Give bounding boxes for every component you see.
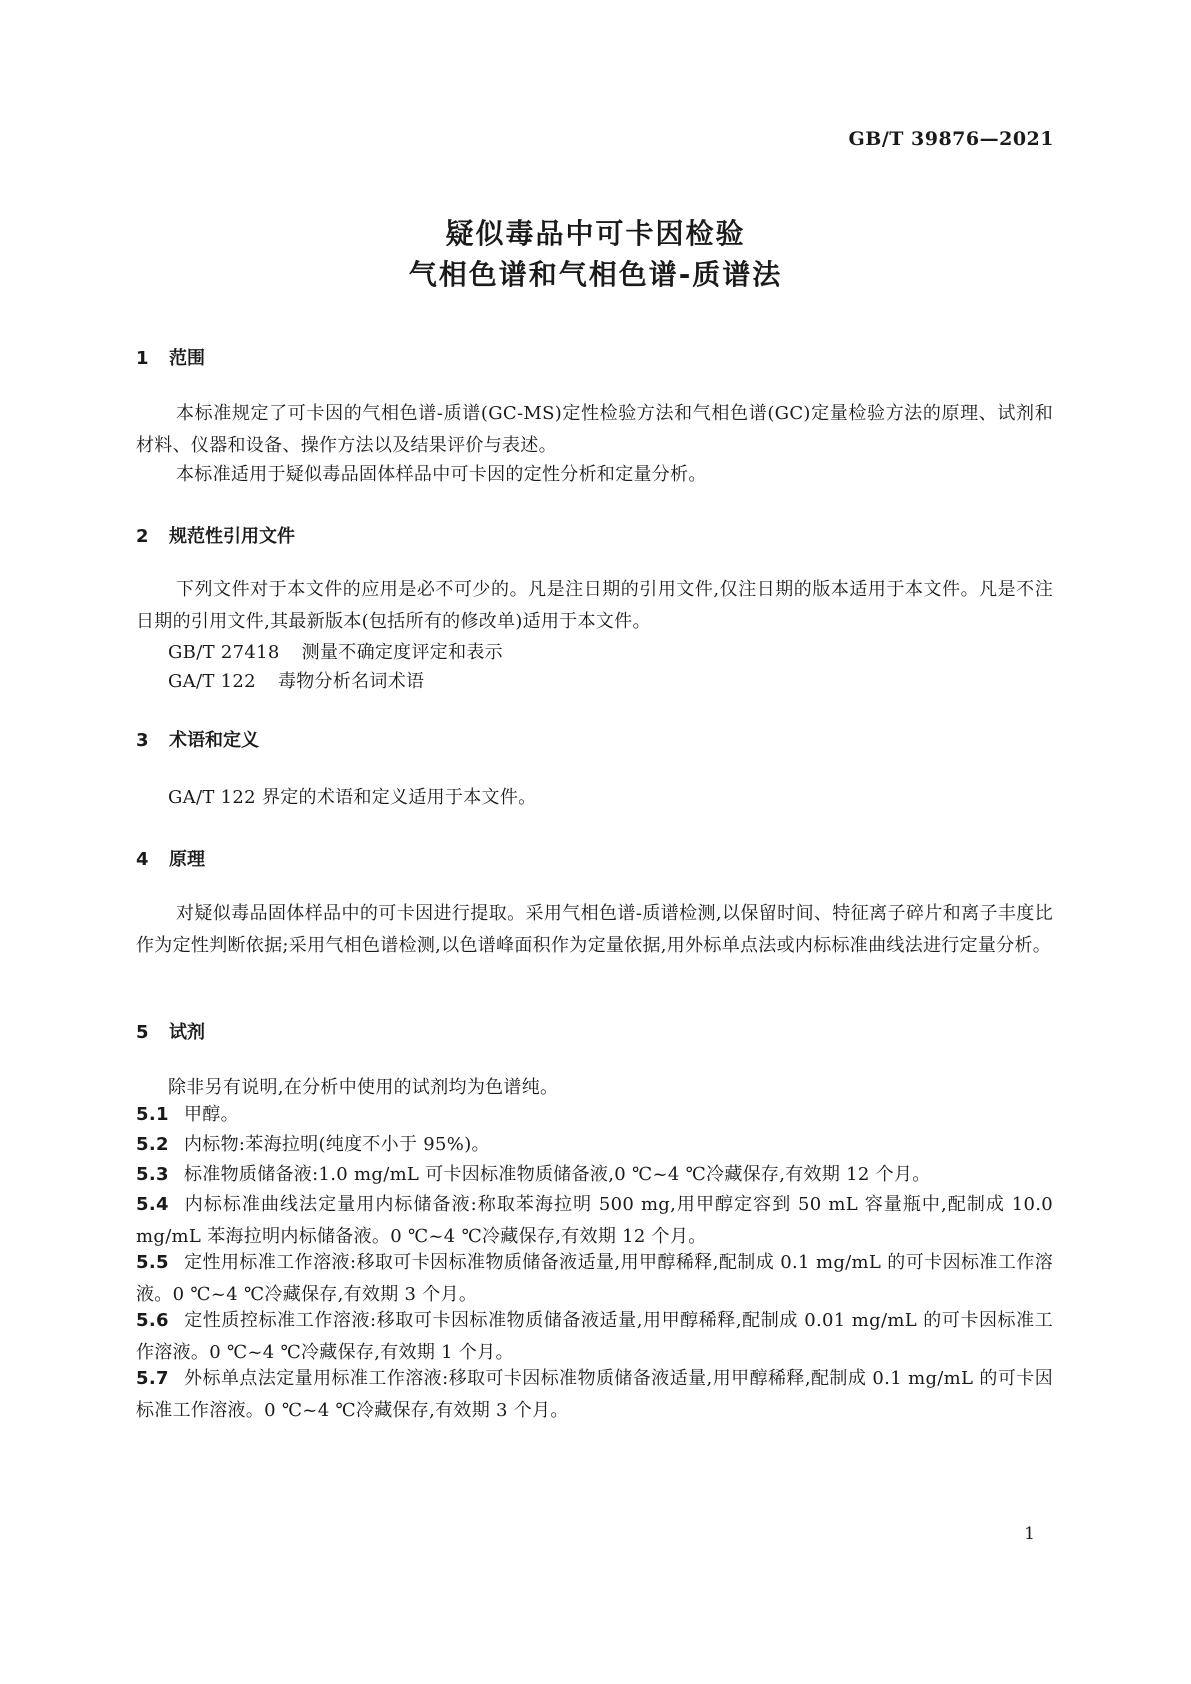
section-title: 术语和定义 (169, 730, 259, 751)
section-title: 试剂 (169, 1022, 205, 1043)
section-2-paragraph-1: 下列文件对于本文件的应用是必不可少的。凡是注日期的引用文件,仅注日期的版本适用于本文件。凡是不注日期的引用文件,其最新版本(包括所有的修改单)适用于本文件。 (136, 579, 1053, 632)
section-title: 原理 (169, 849, 205, 870)
clause-text: 甲醇。 (184, 1104, 239, 1125)
section-5-heading (136, 1018, 205, 1044)
clause-5-4 (136, 1189, 1053, 1253)
clause-text: 定性用标准工作溶液:移取可卡因标准物质储备液适量,用甲醇稀释,配制成 0.1 mg/mL 的可卡因标准工作溶液。0 ℃~4 ℃冷藏保存,有效期 3 个月。 (136, 1252, 1053, 1305)
clause-text: 定性质控标准工作溶液:移取可卡因标准物质储备液适量,用甲醇稀释,配制成 0.01 mg/mL 的可卡因标准工作溶液。0 ℃~4 ℃冷藏保存,有效期 1 个月。 (136, 1310, 1053, 1363)
document-title-line-1: 疑似毒品中可卡因检验 (445, 217, 746, 250)
clause-number: 5.4 (136, 1194, 169, 1215)
clause-number: 5.1 (136, 1104, 169, 1125)
section-1-heading (136, 344, 205, 370)
section-number: 5 (136, 1022, 149, 1043)
clause-number: 5.3 (136, 1164, 169, 1185)
section-title: 规范性引用文件 (169, 526, 295, 547)
clause-5-1 (136, 1099, 1053, 1131)
section-2-heading (136, 522, 295, 548)
clause-5-6 (136, 1305, 1053, 1369)
reference-title: 测量不确定度评定和表示 (301, 642, 503, 663)
section-number: 3 (136, 730, 149, 751)
clause-5-3 (136, 1159, 1053, 1191)
clause-text: 标准物质储备液:1.0 mg/mL 可卡因标准物质储备液,0 ℃~4 ℃冷藏保存,有效期 12 个月。 (184, 1164, 931, 1185)
document-title-line-2: 气相色谱和气相色谱-质谱法 (408, 258, 783, 291)
section-1-paragraph-1: 本标准规定了可卡因的气相色谱-质谱(GC-MS)定性检验方法和气相色谱(GC)定量检验方法的原理、试剂和材料、仪器和设备、操作方法以及结果评价与表述。 (136, 403, 1053, 456)
normative-reference (168, 667, 424, 693)
section-3-heading (136, 726, 259, 752)
section-5-intro: 除非另有说明,在分析中使用的试剂均为色谱纯。 (168, 1077, 559, 1098)
section-number: 4 (136, 849, 149, 870)
clause-text: 内标物:苯海拉明(纯度不小于 95%)。 (184, 1134, 490, 1155)
section-title: 范围 (169, 348, 205, 369)
section-3-paragraph-1: GA/T 122 界定的术语和定义适用于本文件。 (168, 787, 537, 808)
clause-5-2 (136, 1129, 1053, 1161)
clause-number: 5.5 (136, 1252, 169, 1273)
reference-title: 毒物分析名词术语 (277, 671, 425, 692)
clause-number: 5.2 (136, 1134, 169, 1155)
reference-code: GB/T 27418 (168, 642, 280, 663)
clause-5-7 (136, 1363, 1053, 1427)
section-4-heading (136, 845, 205, 871)
standard-code: GB/T 39876—2021 (848, 128, 1054, 150)
clause-number: 5.6 (136, 1310, 169, 1331)
normative-reference (168, 638, 503, 664)
clause-number: 5.7 (136, 1368, 169, 1389)
section-1-paragraph-2: 本标准适用于疑似毒品固体样品中可卡因的定性分析和定量分析。 (176, 464, 707, 485)
section-number: 1 (136, 348, 149, 369)
clause-text: 外标单点法定量用标准工作溶液:移取可卡因标准物质储备液适量,用甲醇稀释,配制成 0.1 mg/mL 的可卡因标准工作溶液。0 ℃~4 ℃冷藏保存,有效期 3 个月。 (136, 1368, 1053, 1421)
clause-5-5 (136, 1247, 1053, 1311)
page-number: 1 (1024, 1524, 1035, 1544)
section-number: 2 (136, 526, 149, 547)
section-4-paragraph-1: 对疑似毒品固体样品中的可卡因进行提取。采用气相色谱-质谱检测,以保留时间、特征离子碎片和离子丰度比作为定性判断依据;采用气相色谱检测,以色谱峰面积作为定量依据,用外标单点法或内标标准曲线法进行定量分析。 (136, 903, 1053, 956)
reference-code: GA/T 122 (168, 671, 256, 692)
clause-text: 内标标准曲线法定量用内标储备液:称取苯海拉明 500 mg,用甲醇定容到 50 mL 容量瓶中,配制成 10.0 mg/mL 苯海拉明内标储备液。0 ℃~4 ℃冷藏保存,有效期 12 个月。 (136, 1194, 1053, 1247)
